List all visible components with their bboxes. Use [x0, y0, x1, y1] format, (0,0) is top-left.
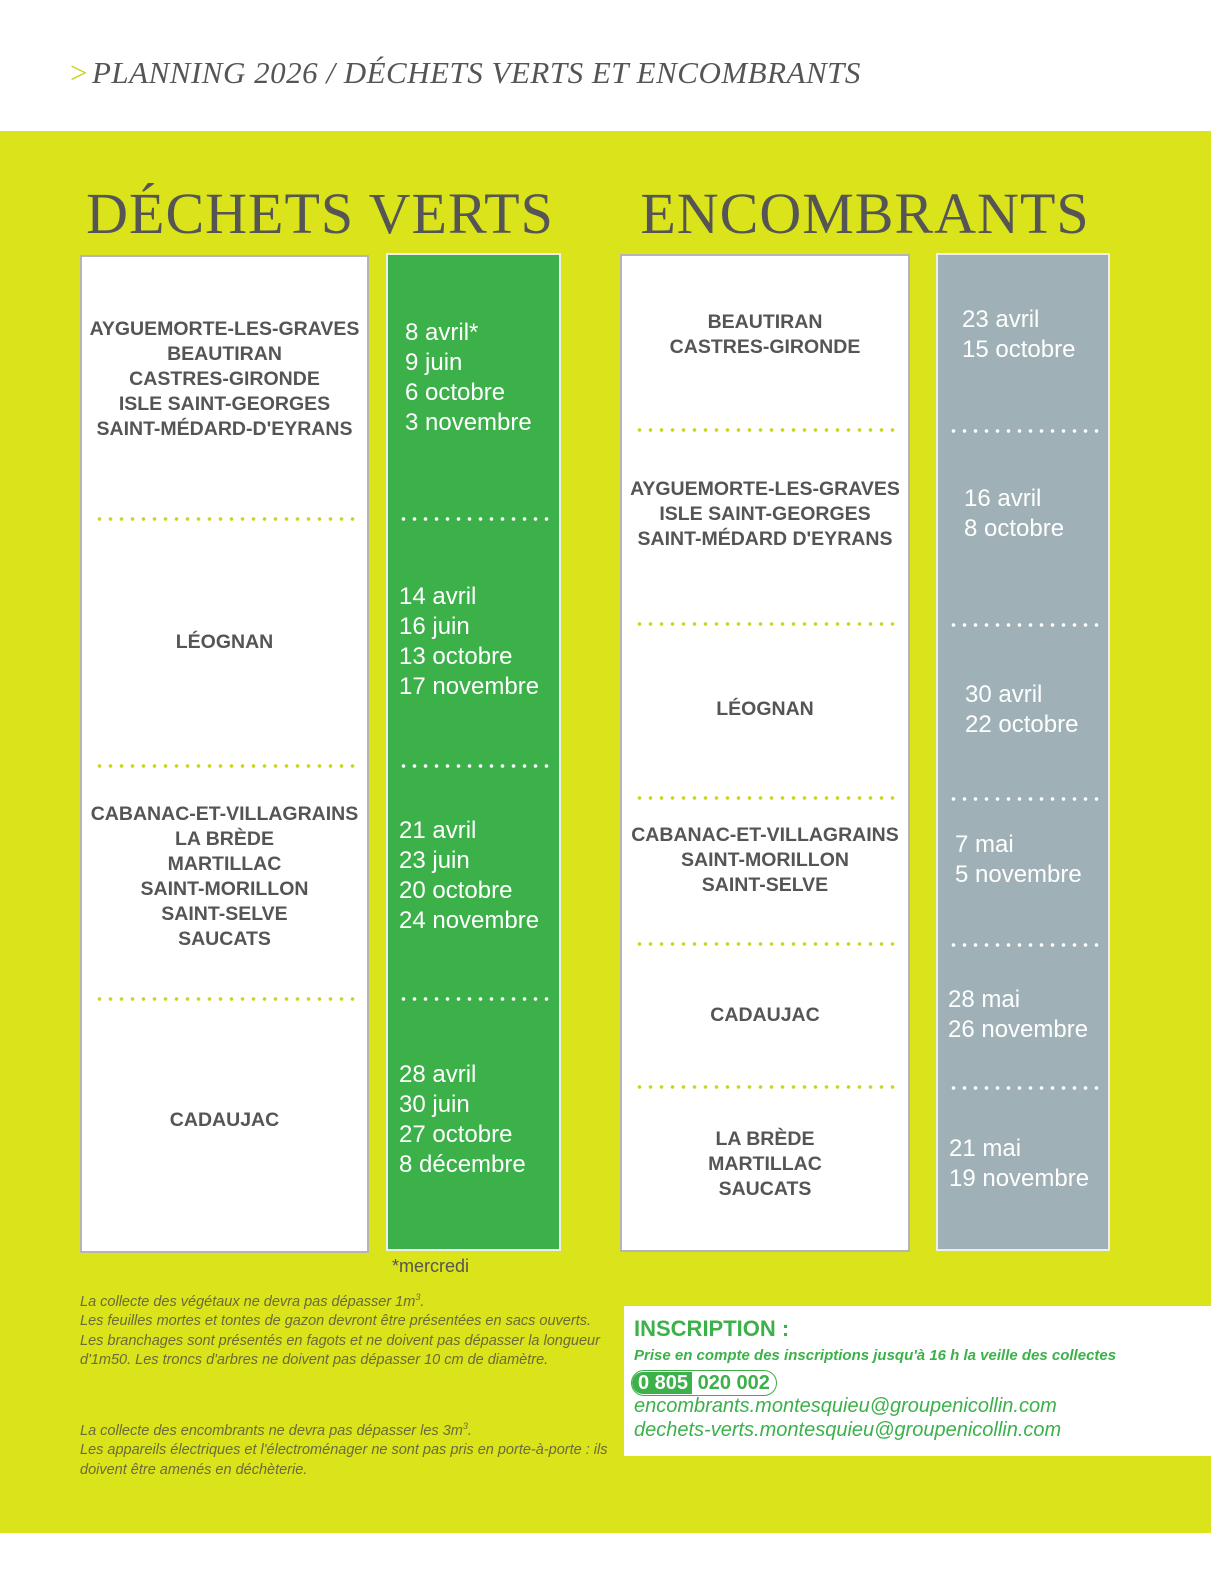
collection-date: 8 avril*	[405, 319, 479, 346]
town-name: ISLE SAINT-GEORGES	[659, 503, 871, 525]
town-name: LÉOGNAN	[175, 631, 274, 653]
note-superscript: 3	[415, 1292, 421, 1302]
town-name: MARTILLAC	[708, 1153, 822, 1175]
enc-group-5-towns	[622, 1003, 908, 1028]
collection-date: 27 octobre	[399, 1121, 513, 1148]
collection-date: 28 mai	[948, 986, 1021, 1013]
town-name: SAINT-MÉDARD-D'EYRANS	[96, 418, 353, 440]
note-line: Les branchages sont présentés en fagots et ne doivent pas dépasser la longueur d'1m50. Les troncs d'arbres ne doivent pas dépasser 10 cm de diamètre.	[80, 1332, 600, 1369]
separator	[948, 1086, 1102, 1090]
collection-date: 13 octobre	[399, 643, 513, 670]
town-name: SAINT-MÉDARD D'EYRANS	[637, 528, 893, 550]
collection-date: 3 novembre	[405, 409, 532, 436]
enc-group-4-dates	[955, 830, 1082, 890]
encombrants-towns-panel	[620, 254, 910, 1252]
inscription-title: INSCRIPTION :	[634, 1316, 790, 1341]
dechets-verts-dates-panel	[386, 253, 561, 1251]
collection-date: 9 juin	[405, 349, 463, 376]
collection-date: 16 avril	[964, 485, 1042, 512]
town-name: LA BRÈDE	[715, 1128, 815, 1150]
town-name: BEAUTIRAN	[707, 311, 823, 333]
collection-date: 22 octobre	[965, 711, 1079, 738]
enc-group-2-towns	[622, 477, 908, 552]
separator	[94, 764, 356, 768]
dv-group-3-dates	[399, 816, 539, 936]
collection-date: 26 novembre	[948, 1016, 1089, 1043]
collection-date: 7 mai	[955, 831, 1014, 858]
town-name: LA BRÈDE	[175, 828, 274, 850]
collection-date: 8 décembre	[399, 1151, 526, 1178]
separator	[398, 517, 553, 521]
collection-date: 5 novembre	[955, 861, 1082, 888]
town-name: SAINT-MORILLON	[681, 849, 849, 871]
dv-group-1-dates	[405, 318, 532, 438]
enc-group-5-dates	[948, 985, 1088, 1045]
separator	[94, 997, 356, 1001]
encombrants-dates-panel	[936, 253, 1110, 1251]
collection-date: 17 novembre	[399, 673, 540, 700]
phone-number[interactable]	[631, 1370, 777, 1396]
town-name: AYGUEMORTE-LES-GRAVES	[89, 318, 360, 340]
collection-date: 24 novembre	[399, 907, 540, 934]
dv-group-1-towns	[82, 317, 367, 442]
email-encombrants-link[interactable]: encombrants.montesquieu@groupenicollin.com	[634, 1395, 1057, 1417]
separator	[948, 623, 1102, 627]
town-name: BEAUTIRAN	[167, 343, 282, 365]
separator	[948, 943, 1102, 947]
collection-date: 8 octobre	[964, 515, 1065, 542]
collection-date: 23 avril	[962, 306, 1040, 333]
inscription-box	[624, 1306, 1211, 1456]
collection-date: 30 juin	[399, 1091, 470, 1118]
town-name: LÉOGNAN	[716, 698, 814, 720]
dv-group-2-towns	[82, 630, 367, 655]
enc-group-3-towns	[622, 697, 908, 722]
dv-group-4-towns	[82, 1108, 367, 1133]
town-name: ISLE SAINT-GEORGES	[118, 393, 331, 415]
separator	[634, 1085, 898, 1089]
town-name: CABANAC-ET-VILLAGRAINS	[631, 824, 899, 846]
collection-date: 15 octobre	[962, 336, 1076, 363]
collection-date: 19 novembre	[949, 1165, 1090, 1192]
dechets-verts-title: DÉCHETS VERTS	[86, 181, 554, 246]
separator	[948, 797, 1102, 801]
dechets-verts-towns-panel	[80, 255, 369, 1253]
separator	[634, 796, 898, 800]
town-name: CASTRES-GIRONDE	[669, 336, 861, 358]
page-title: PLANNING 2026 / DÉCHETS VERTS ET ENCOMBRANTS	[91, 55, 861, 90]
collection-date: 6 octobre	[405, 379, 506, 406]
dechets-verts-notes	[80, 1288, 610, 1371]
separator	[948, 429, 1102, 433]
enc-group-1-dates	[962, 305, 1075, 365]
note-superscript: 3	[462, 1421, 468, 1431]
enc-group-6-dates	[949, 1134, 1089, 1194]
separator	[634, 428, 898, 432]
collection-date: 20 octobre	[399, 877, 513, 904]
town-name: CABANAC-ET-VILLAGRAINS	[90, 803, 359, 825]
phone-prefix: 0 805	[632, 1372, 692, 1394]
page-header	[70, 55, 861, 105]
separator	[398, 997, 553, 1001]
note-text: La collecte des végétaux ne devra pas dépasser 1m	[80, 1293, 416, 1310]
town-name: SAINT-SELVE	[701, 874, 829, 896]
enc-group-3-dates	[965, 680, 1078, 740]
note-line: La collecte des encombrants ne devra pas dépasser les $3m^3$.	[80, 1421, 472, 1439]
town-name: SAUCATS	[178, 928, 271, 950]
dv-group-4-dates	[399, 1060, 526, 1180]
dv-group-2-dates	[399, 582, 539, 702]
collection-date: 21 avril	[399, 817, 477, 844]
collection-date: 28 avril	[399, 1061, 477, 1088]
collection-date: 14 avril	[399, 583, 477, 610]
phone-suffix: 020 002	[697, 1372, 770, 1394]
enc-group-4-towns	[622, 823, 908, 898]
note-line: Les feuilles mortes et tontes de gazon devront être présentées en sacs ouverts.	[80, 1313, 592, 1330]
separator	[634, 942, 898, 946]
encombrants-notes	[80, 1417, 610, 1480]
town-name: SAUCATS	[718, 1178, 812, 1200]
collection-date: 23 juin	[399, 847, 470, 874]
collection-date: 30 avril	[965, 681, 1043, 708]
note-line: La collecte des végétaux ne devra pas dépasser $1m^3$.	[80, 1292, 425, 1310]
town-name: CASTRES-GIRONDE	[129, 368, 320, 390]
enc-group-2-dates	[964, 484, 1064, 544]
inscription-subtitle: Prise en compte des inscriptions jusqu'à 16 h la veille des collectes	[634, 1347, 1117, 1364]
encombrants-title: ENCOMBRANTS	[640, 181, 1090, 246]
mercredi-footnote: *mercredi	[392, 1256, 470, 1276]
separator	[398, 764, 553, 768]
note-text: La collecte des encombrants ne devra pas dépasser les 3m	[80, 1422, 463, 1439]
enc-group-6-towns	[622, 1127, 908, 1202]
enc-group-1-towns	[622, 310, 908, 360]
town-name: AYGUEMORTE-LES-GRAVES	[630, 478, 900, 500]
separator	[94, 517, 356, 521]
town-name: SAINT-MORILLON	[140, 878, 309, 900]
note-line: Les appareils électriques et l'électroménager ne sont pas pris en porte-à-porte : ils doivent être amenés en déchèterie.	[80, 1442, 608, 1478]
town-name: CADAUJAC	[169, 1109, 280, 1131]
town-name: MARTILLAC	[167, 853, 282, 875]
dv-group-3-towns	[82, 802, 367, 952]
collection-date: 21 mai	[949, 1135, 1022, 1162]
town-name: SAINT-SELVE	[161, 903, 288, 925]
collection-date: 16 juin	[399, 613, 470, 640]
email-dechets-verts-link[interactable]: dechets-verts.montesquieu@groupenicollin.com	[634, 1419, 1062, 1441]
chevron-right-icon: >	[70, 55, 88, 90]
town-name: CADAUJAC	[710, 1004, 820, 1026]
separator	[634, 622, 898, 626]
